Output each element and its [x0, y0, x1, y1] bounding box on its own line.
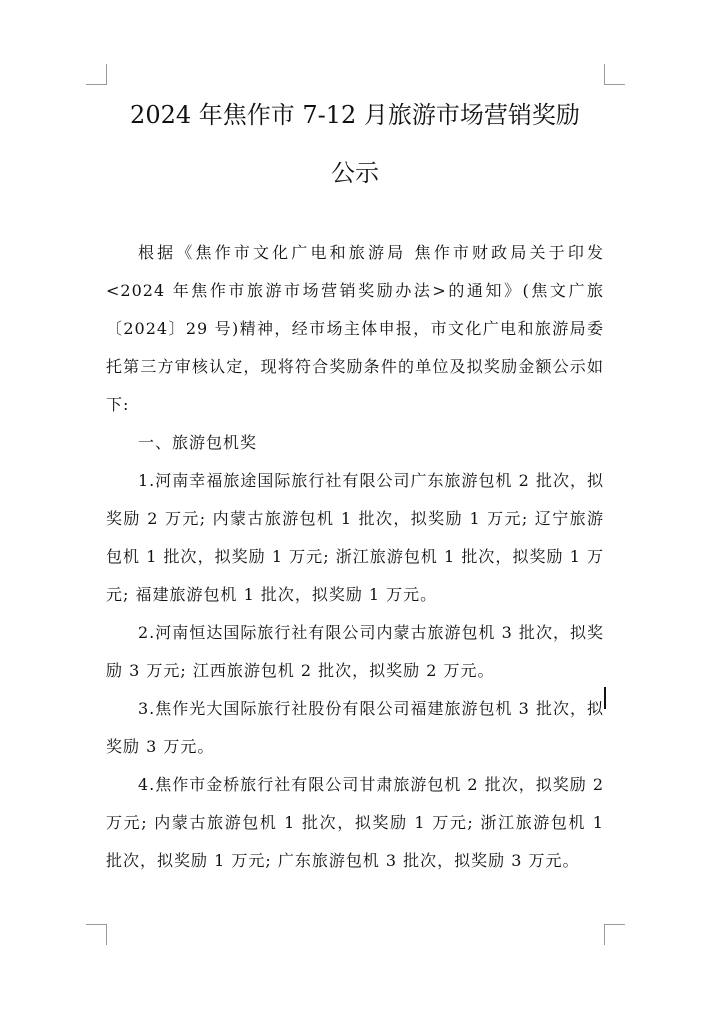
list-item: 4.焦作市金桥旅行社有限公司甘肃旅游包机 2 批次，拟奖励 2 万元; 内蒙古旅游包机 1 批次，拟奖励 1 万元; 浙江旅游包机 1 批次，拟奖励 1 万元; 广东旅游包机 3 批次，拟奖励 3 万元。 [106, 775, 604, 870]
document-title [106, 86, 604, 202]
intro-paragraph: 根据《焦作市文化广电和旅游局 焦作市财政局关于印发<2024 年焦作市旅游市场营销奖励办法>的通知》(焦文广旅〔2024〕29 号)精神，经市场主体申报，市文化广电和旅游局委托第三方审核认定，现将符合奖励条件的单位及拟奖励金额公示如下: [106, 243, 604, 414]
list-item: 1.河南幸福旅途国际旅行社有限公司广东旅游包机 2 批次，拟奖励 2 万元; 内蒙古旅游包机 1 批次，拟奖励 1 万元; 辽宁旅游包机 1 批次，拟奖励 1 万元; 浙江旅游包机 1 批次，拟奖励 1 万元; 福建旅游包机 1 批次，拟奖励 1 万元。 [106, 471, 604, 604]
corner-mark-top-right [604, 64, 625, 85]
page-content[interactable] [106, 86, 604, 880]
corner-mark-bottom-right [604, 924, 625, 945]
list-item: 2.河南恒达国际旅行社有限公司内蒙古旅游包机 3 批次，拟奖励 3 万元; 江西旅游包机 2 批次，拟奖励 2 万元。 [106, 623, 604, 680]
list-item: 3.焦作光大国际旅行社股份有限公司福建旅游包机 3 批次，拟奖励 3 万元。 [106, 699, 604, 756]
title-line-2: 公示 [331, 159, 379, 187]
document-body[interactable] [106, 234, 604, 880]
section-heading: 一、旅游包机奖 [138, 433, 258, 452]
title-line-1: 2024 年焦作市 7-12 月旅游市场营销奖励 [130, 101, 580, 129]
text-cursor [604, 687, 606, 709]
corner-mark-bottom-left [86, 924, 107, 945]
corner-mark-top-left [86, 64, 107, 85]
